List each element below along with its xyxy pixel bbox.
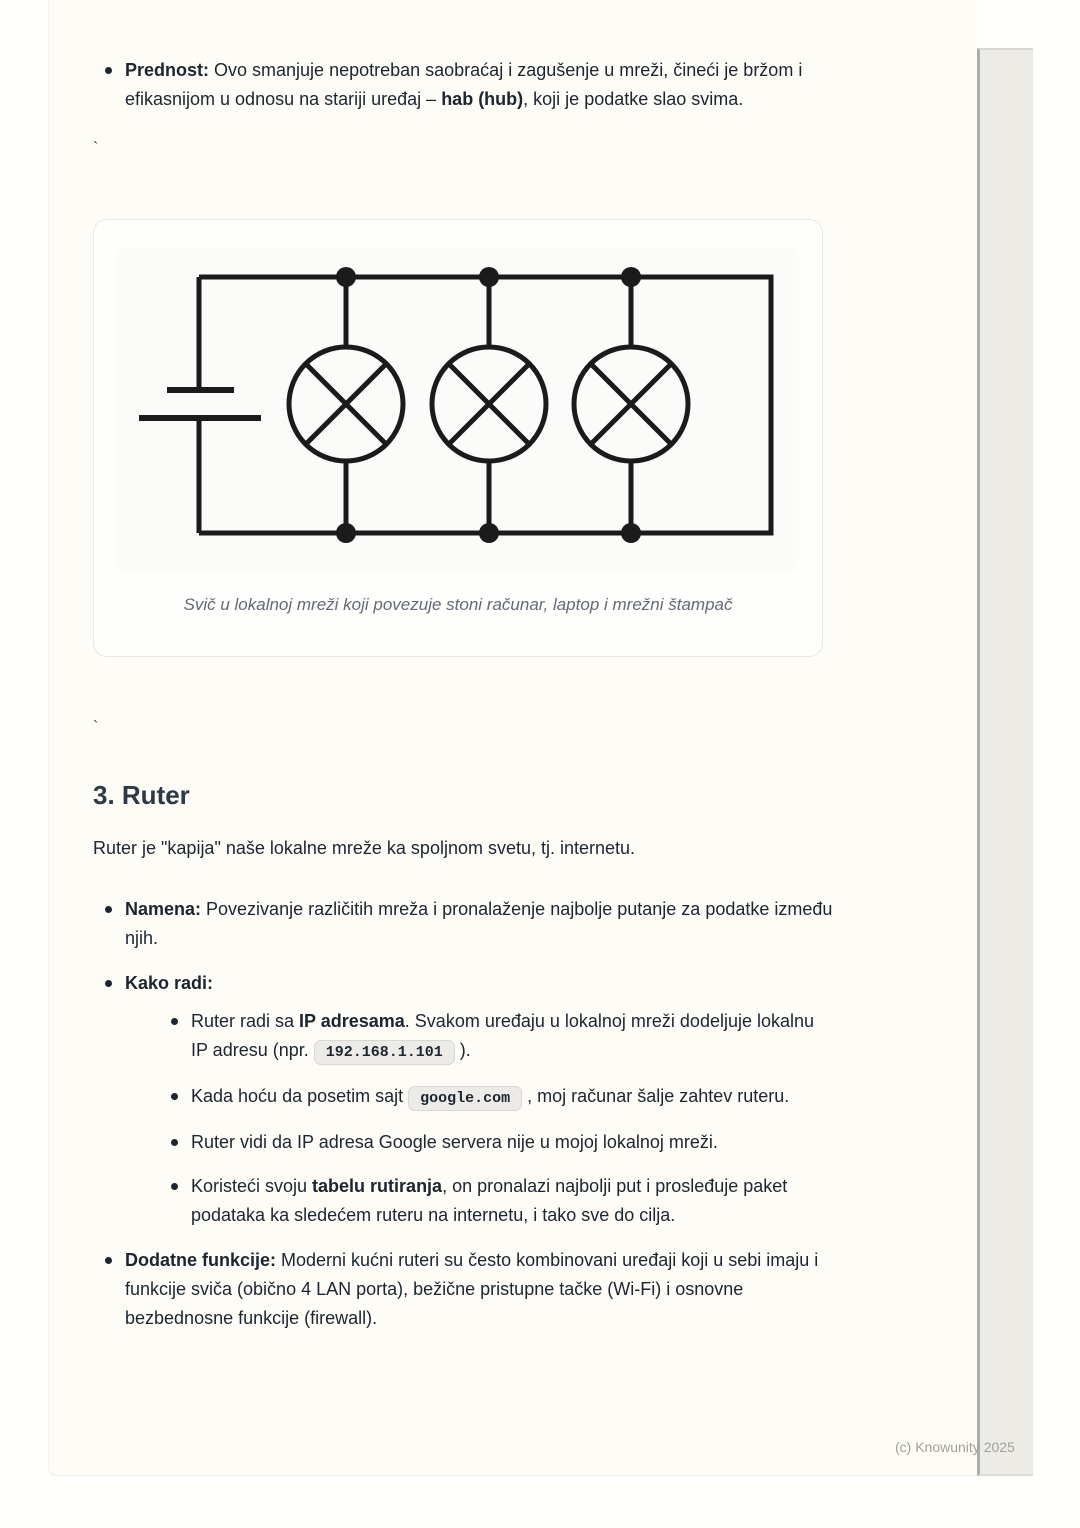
ruter-bullet-list bbox=[93, 895, 939, 1333]
page-edge-strip bbox=[977, 48, 1033, 1476]
copyright-watermark: (c) Knowunity 2025 bbox=[895, 1439, 1015, 1455]
inline-code-chip: google.com bbox=[408, 1086, 522, 1111]
bullet-dodatne-funkcije bbox=[93, 1246, 833, 1333]
text-segment: Moderni kućni ruteri su često kombinovani uređaji koji u sebi imaju i funkcije sviča (obično 4 LAN porta), bežične pristupne tačke (Wi-Fi) i osnovne bezbednosne funkcije (firewall). bbox=[125, 1250, 819, 1328]
lamp-1-cross-icon bbox=[306, 364, 386, 444]
junction-dot-top-2 bbox=[479, 267, 499, 287]
page-content bbox=[93, 0, 939, 1349]
text-segment: ). bbox=[454, 1040, 471, 1060]
figure-card bbox=[93, 219, 823, 657]
stray-backtick-bottom: ` bbox=[93, 719, 99, 736]
junction-dot-top-3 bbox=[621, 267, 641, 287]
text-segment: , on pronalazi najbolji put i prosleđuje paket podataka ka sledećem ruteru na internetu, i tako sve do cilja. bbox=[191, 1176, 788, 1225]
text-segment: Ruter radi sa bbox=[191, 1011, 300, 1031]
bullet-kako-radi bbox=[93, 969, 833, 1230]
text-segment: . Svakom uređaju u lokalnoj mreži dodeljuje lokalnu IP adresu (npr. bbox=[191, 1011, 815, 1060]
text-segment: Prednost: bbox=[125, 60, 210, 80]
junction-dot-bottom-2 bbox=[479, 523, 499, 543]
parallel-circuit-diagram bbox=[117, 247, 799, 571]
lamp-branch-1 bbox=[289, 267, 403, 543]
text-segment: tabelu rutiranja bbox=[312, 1176, 443, 1196]
text-segment: Namena: bbox=[125, 899, 202, 919]
document-page bbox=[48, 0, 977, 1476]
text-segment: Povezivanje različitih mreža i pronalaženje najbolje putanje za podatke između njih. bbox=[125, 899, 833, 948]
section-intro-paragraph: Ruter je "kapija" naše lokalne mreže ka spoljnom svetu, tj. internetu. bbox=[93, 838, 636, 858]
lamp-branch-3 bbox=[574, 267, 688, 543]
lamp-2-cross-icon bbox=[449, 364, 529, 444]
circuit-diagram-image bbox=[117, 247, 799, 571]
intro-bullet-list bbox=[93, 56, 939, 114]
text-segment: Kako radi: bbox=[125, 973, 214, 993]
text-segment: Dodatne funkcije: bbox=[125, 1250, 277, 1270]
section-heading-ruter: 3. Ruter bbox=[93, 780, 190, 810]
figure-caption: Svič u lokalnoj mreži koji povezuje stoni računar, laptop i mrežni štampač bbox=[183, 595, 733, 614]
stray-backtick-top: ` bbox=[93, 140, 99, 157]
text-segment: hab (hub) bbox=[441, 89, 524, 109]
lamp-3-cross-icon bbox=[591, 364, 671, 444]
bullet-namena bbox=[93, 895, 833, 953]
sub-bullet-lokalna-mreza bbox=[159, 1128, 833, 1157]
text-segment: Ovo smanjuje nepotreban saobraćaj i zagušenje u mreži, čineći je bržom i efikasnijom u odnosu na stariji uređaj – bbox=[125, 60, 803, 109]
sub-bullet-tabela-rutiranja bbox=[159, 1172, 833, 1230]
text-segment: IP adresama bbox=[299, 1011, 405, 1031]
sub-bullet-google bbox=[159, 1082, 833, 1113]
kako-radi-sublist bbox=[159, 1007, 833, 1230]
bullet-kako-radi-label bbox=[125, 973, 213, 993]
inline-code-chip: 192.168.1.101 bbox=[314, 1040, 455, 1065]
bullet-prednost bbox=[93, 56, 833, 114]
text-segment: , moj računar šalje zahtev ruteru. bbox=[522, 1086, 790, 1106]
sub-bullet-ip-adrese bbox=[159, 1007, 833, 1067]
junction-dot-bottom-1 bbox=[336, 523, 356, 543]
text-segment: , koji je podatke slao svima. bbox=[523, 89, 744, 109]
text-segment: Kada hoću da posetim sajt bbox=[191, 1086, 409, 1106]
text-segment: Koristeći svoju bbox=[191, 1176, 313, 1196]
junction-dot-top-1 bbox=[336, 267, 356, 287]
junction-dot-bottom-3 bbox=[621, 523, 641, 543]
lamp-branch-2 bbox=[432, 267, 546, 543]
text-segment: Ruter vidi da IP adresa Google servera nije u mojoj lokalnoj mreži. bbox=[191, 1132, 718, 1152]
